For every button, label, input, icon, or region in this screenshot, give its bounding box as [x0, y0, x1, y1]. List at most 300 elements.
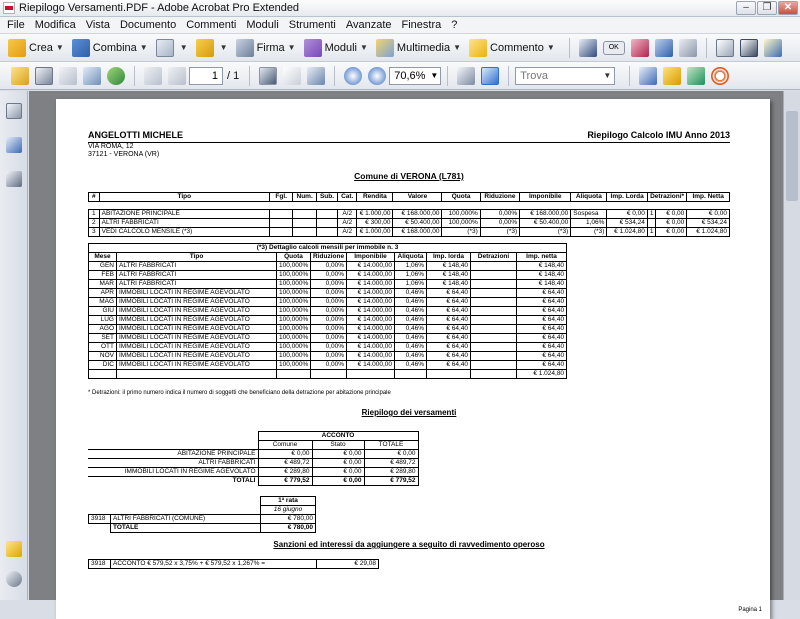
table-cell: € 64,40: [427, 316, 471, 325]
header-cell: Detrazioni*: [647, 193, 686, 202]
commento-button[interactable]: Commento ▼: [469, 39, 555, 57]
bookmarks-icon[interactable]: [6, 137, 22, 153]
table-cell: NOV: [89, 352, 117, 361]
table-cell: ALTRI FABBRICATI: [117, 271, 277, 280]
form-field-icon[interactable]: [740, 39, 758, 57]
table-cell: IMMOBILI LOCATI IN REGIME AGEVOLATO: [117, 289, 277, 298]
table-cell: € 14.000,00: [347, 334, 395, 343]
chevron-down-icon: ▼: [603, 70, 612, 80]
table-cell: € 14.000,00: [347, 298, 395, 307]
table-cell: IMMOBILI LOCATI IN REGIME AGEVOLATO: [117, 361, 277, 370]
minimize-button[interactable]: –: [736, 1, 756, 15]
acconto-title-row: [88, 432, 418, 441]
table-cell: € 1.000,00: [357, 210, 393, 219]
table-cell: 100,000%: [277, 361, 311, 370]
table-cell: APR: [89, 289, 117, 298]
table-cell: [316, 228, 337, 237]
table-cell: MAG: [89, 298, 117, 307]
pen-icon: [236, 39, 254, 57]
header-cell: Aliquota: [571, 193, 607, 202]
print-icon[interactable]: [35, 67, 53, 85]
acconto-cell: € 0,00: [312, 459, 364, 468]
sanzioni-table: [88, 559, 379, 569]
analyze-icon[interactable]: [639, 67, 657, 85]
menu-avanzate[interactable]: Avanzate: [345, 19, 392, 31]
table-cell: [293, 228, 316, 237]
table-cell: [270, 219, 293, 228]
table-cell: 100,000%: [277, 271, 311, 280]
table-cell: € 1.024,80: [687, 228, 730, 237]
table-row: [89, 219, 730, 228]
table-cell: € 64,40: [517, 307, 567, 316]
table-cell: € 64,40: [517, 343, 567, 352]
table-cell: OTT: [89, 343, 117, 352]
table-cell: € 64,40: [517, 361, 567, 370]
table-cell: € 50.400,00: [520, 219, 571, 228]
page-count: / 1: [227, 69, 240, 82]
table-cell: € 148,40: [517, 262, 567, 271]
table-cell: IMMOBILI LOCATI IN REGIME AGEVOLATO: [117, 316, 277, 325]
table-cell: 0,00%: [480, 210, 519, 219]
table-row: [89, 361, 567, 370]
table-cell: 1,06%: [571, 219, 607, 228]
lock-icon: [196, 39, 214, 57]
header-cell: Tipo: [117, 253, 277, 262]
menu-commenti[interactable]: Commenti: [186, 19, 237, 31]
multimedia-button[interactable]: Multimedia ▼: [376, 39, 461, 57]
col-totale: TOTALE: [364, 441, 418, 450]
save-icon[interactable]: [59, 67, 77, 85]
table-cell: € 0,00: [607, 210, 647, 219]
header-cell: Imponibile: [347, 253, 395, 262]
acconto-cell: IMMOBILI LOCATI IN REGIME AGEVOLATO: [88, 468, 258, 477]
table-cell: IMMOBILI LOCATI IN REGIME AGEVOLATO: [117, 352, 277, 361]
sanzioni-heading: Sanzioni ed interessi da aggiungere a seguito di ravvedimento operoso: [273, 540, 545, 549]
combina-button[interactable]: Combina ▼: [72, 39, 148, 57]
table-row: [89, 352, 567, 361]
crosshair-icon[interactable]: [711, 67, 729, 85]
window-title: Riepilogo Versamenti.PDF - Adobe Acrobat Pro Extended: [19, 2, 300, 14]
header-cell: Detrazioni: [471, 253, 517, 262]
chevron-down-icon: ▼: [179, 43, 188, 52]
zoom-in-icon[interactable]: [368, 67, 386, 85]
header-cell: Imponibile: [520, 193, 571, 202]
fit-page-icon[interactable]: [481, 67, 499, 85]
table-cell: [316, 219, 337, 228]
table-cell: 0,00%: [311, 325, 347, 334]
table-cell: IMMOBILI LOCATI IN REGIME AGEVOLATO: [117, 298, 277, 307]
table-cell: IMMOBILI LOCATI IN REGIME AGEVOLATO: [117, 334, 277, 343]
table-cell: € 168.000,00: [393, 228, 442, 237]
address-line-2: 37121 - VERONA (VR): [88, 151, 160, 158]
acconto-cell: € 289,80: [364, 468, 418, 477]
table-cell: [471, 298, 517, 307]
acconto-total-row: TOTALI € 779,52 € 0,00 € 779,52: [88, 477, 418, 486]
comment-icon: [469, 39, 487, 57]
secure-button[interactable]: [196, 39, 228, 57]
table-cell: € 168.000,00: [393, 210, 442, 219]
table-cell: € 148,40: [427, 271, 471, 280]
toolbar-separator: [249, 66, 250, 86]
sanzioni-row: 3918 ACCONTO € 579,52 x 3,75% + € 579,52 x 1,267% = € 29,08: [89, 560, 379, 569]
table-cell: [471, 271, 517, 280]
header-cell: Valore: [393, 193, 442, 202]
table-cell: € 168.000,00: [520, 210, 571, 219]
table-row: [89, 298, 567, 307]
text-select-icon[interactable]: [259, 67, 277, 85]
table-row: [89, 307, 567, 316]
table-cell: [647, 219, 656, 228]
scrollbar-thumb[interactable]: [786, 111, 798, 201]
collaborate-icon[interactable]: [107, 67, 125, 85]
share-icon: [156, 39, 174, 57]
table-cell: 1: [647, 228, 656, 237]
page-thumbnails-icon[interactable]: [6, 103, 22, 119]
table-cell: 0,00%: [311, 262, 347, 271]
table-cell: 0,00%: [311, 280, 347, 289]
pdf-page: [56, 99, 770, 619]
title-bar: [0, 0, 800, 17]
table-cell: ABITAZIONE PRINCIPALE: [99, 210, 269, 219]
table-cell: 0,46%: [395, 289, 427, 298]
table-cell: € 14.000,00: [347, 262, 395, 271]
zoom-out-icon[interactable]: [344, 67, 362, 85]
page-number-input[interactable]: [189, 67, 223, 85]
header-cell: Riduzione: [311, 253, 347, 262]
table-cell: € 14.000,00: [347, 289, 395, 298]
ruler-icon[interactable]: [663, 67, 681, 85]
table-cell: ALTRI FABBRICATI: [117, 262, 277, 271]
table-cell: € 64,40: [427, 307, 471, 316]
share-button[interactable]: [156, 39, 188, 57]
table-cell: € 148,40: [427, 280, 471, 289]
edit-form-icon[interactable]: [764, 39, 782, 57]
table-cell: 100,000%: [277, 289, 311, 298]
table-cell: 100,000%: [277, 334, 311, 343]
address-line-1: VIA ROMA, 12: [88, 143, 134, 150]
chevron-down-icon: ▼: [219, 43, 228, 52]
table-cell: IMMOBILI LOCATI IN REGIME AGEVOLATO: [117, 307, 277, 316]
table-cell: 0,00%: [311, 352, 347, 361]
table-cell: 0,46%: [395, 316, 427, 325]
table-cell: ALTRI FABBRICATI: [117, 280, 277, 289]
page-content: [88, 130, 730, 569]
table-cell: 0,00%: [311, 316, 347, 325]
table-cell: 100,000%: [277, 280, 311, 289]
acconto-cell: € 0,00: [258, 450, 312, 459]
restore-button[interactable]: ❐: [757, 1, 777, 15]
moduli-button[interactable]: Moduli ▼: [304, 39, 368, 57]
table-cell: [293, 219, 316, 228]
table-cell: 100,000%: [277, 352, 311, 361]
table-cell: (*3): [480, 228, 519, 237]
table-cell: 2: [89, 219, 100, 228]
header-cell: #: [89, 193, 100, 202]
table-cell: [316, 210, 337, 219]
table-cell: 1,06%: [395, 280, 427, 289]
chevron-down-icon: ▼: [546, 43, 555, 52]
table-cell: € 64,40: [427, 352, 471, 361]
table-cell: 1,06%: [395, 262, 427, 271]
forms-icon: [304, 39, 322, 57]
table-cell: 100,000%: [277, 343, 311, 352]
header-cell: Fgl.: [270, 193, 293, 202]
text-field-icon[interactable]: [716, 39, 734, 57]
prev-page-icon[interactable]: [144, 67, 162, 85]
table-cell: € 14.000,00: [347, 352, 395, 361]
menu-bar: [0, 17, 800, 34]
table-cell: [471, 352, 517, 361]
table-cell: [471, 343, 517, 352]
acconto-row: [88, 459, 418, 468]
chevron-down-icon: ▼: [453, 43, 462, 52]
table-cell: € 1.000,00: [357, 228, 393, 237]
table-cell: € 0,00: [656, 219, 687, 228]
table-cell: € 64,40: [517, 334, 567, 343]
table-cell: GEN: [89, 262, 117, 271]
header-cell: Imp. netta: [517, 253, 567, 262]
acconto-header-row: [88, 441, 418, 450]
table-cell: [270, 228, 293, 237]
table-cell: € 148,40: [517, 280, 567, 289]
acconto-title: ACCONTO: [258, 432, 418, 441]
table-cell: € 64,40: [427, 334, 471, 343]
acconto-cell: € 0,00: [364, 450, 418, 459]
table-cell: 0,00%: [311, 334, 347, 343]
monthly-detail-header: [89, 253, 567, 262]
table-cell: 0,46%: [395, 334, 427, 343]
comune-heading: Comune di VERONA (L781): [354, 171, 464, 181]
table-cell: € 64,40: [427, 298, 471, 307]
properties-table-header: [89, 193, 730, 202]
table-cell: € 148,40: [427, 262, 471, 271]
table-cell: VEDI CALCOLO MENSILE (*3): [99, 228, 269, 237]
tasks-toolbar: [0, 34, 800, 62]
rata-total-row: TOTALE € 780,00: [89, 524, 316, 533]
table-cell: 0,00%: [311, 343, 347, 352]
chevron-down-icon: ▼: [287, 43, 296, 52]
table-cell: € 14.000,00: [347, 316, 395, 325]
table-cell: GIU: [89, 307, 117, 316]
col-comune: Comune: [258, 441, 312, 450]
rata-date: 16 giugno: [261, 506, 316, 515]
close-button[interactable]: ✕: [778, 1, 798, 15]
table-cell: € 14.000,00: [347, 325, 395, 334]
monthly-detail-table: [88, 243, 567, 379]
table-cell: € 1.024,80: [607, 228, 647, 237]
table-row: [89, 334, 567, 343]
monthly-total: € 1.024,80: [517, 370, 567, 379]
table-cell: € 14.000,00: [347, 271, 395, 280]
menu-documento[interactable]: Documento: [119, 19, 177, 31]
acconto-cell: € 289,80: [258, 468, 312, 477]
rata-row: 3918 ALTRI FABBRICATI (COMUNE) € 780,00: [89, 515, 316, 524]
toolbar-separator: [629, 66, 630, 86]
header-cell: Riduzione: [480, 193, 519, 202]
chevron-down-icon: ▼: [139, 43, 148, 52]
table-cell: 100,000%: [277, 316, 311, 325]
toolbar-separator: [508, 66, 509, 86]
taxpayer-name: ANGELOTTI MICHELE: [88, 130, 183, 140]
toolbar-separator: [447, 66, 448, 86]
search-input[interactable]: Trova ▼: [515, 67, 615, 85]
chevron-down-icon: ▼: [55, 43, 64, 52]
acconto-cell: € 489,72: [258, 459, 312, 468]
table-cell: 0,46%: [395, 307, 427, 316]
menu-file[interactable]: File: [7, 19, 25, 31]
navigation-panel: [0, 91, 28, 600]
table-cell: 100,000%: [442, 210, 480, 219]
menu-finestra[interactable]: Finestra: [401, 19, 442, 31]
table-cell: € 300,00: [357, 219, 393, 228]
vertical-scrollbar[interactable]: [783, 91, 800, 600]
header-cell: Cat.: [338, 193, 357, 202]
table-cell: 0,00%: [480, 219, 519, 228]
table-row: [89, 316, 567, 325]
header-cell: Aliquota: [395, 253, 427, 262]
signatures-icon[interactable]: [6, 171, 22, 187]
monthly-detail-title-row: [89, 244, 567, 253]
attachments-icon[interactable]: [6, 571, 22, 587]
table-cell: [471, 316, 517, 325]
header-cell: Imp. Netta: [687, 193, 730, 202]
table-cell: MAR: [89, 280, 117, 289]
table-cell: 0,46%: [395, 325, 427, 334]
table-cell: € 534,24: [687, 219, 730, 228]
acconto-cell: € 0,00: [312, 468, 364, 477]
table-cell: 1: [89, 210, 100, 219]
header-cell: Imp. lorda: [427, 253, 471, 262]
table-cell: 0,46%: [395, 352, 427, 361]
table-row: [89, 289, 567, 298]
header-cell: Rendita: [357, 193, 393, 202]
table-row: [89, 262, 567, 271]
table-cell: € 64,40: [517, 325, 567, 334]
table-cell: € 64,40: [517, 352, 567, 361]
table-cell: A/2: [338, 210, 357, 219]
table-cell: 100,000%: [277, 307, 311, 316]
table-cell: [471, 262, 517, 271]
menu-strumenti[interactable]: Strumenti: [288, 19, 336, 31]
table-cell: 1,06%: [395, 271, 427, 280]
table-cell: € 14.000,00: [347, 280, 395, 289]
table-row: [89, 280, 567, 289]
document-header: [88, 130, 730, 140]
email-icon[interactable]: [83, 67, 101, 85]
menu-vista[interactable]: Vista: [85, 19, 110, 31]
open-folder-icon[interactable]: [11, 67, 29, 85]
acconto-row: [88, 468, 418, 477]
crop-icon[interactable]: [655, 39, 673, 57]
document-viewer[interactable]: [29, 91, 800, 613]
scroll-mode-icon[interactable]: [457, 67, 475, 85]
chevron-down-icon: ▼: [430, 70, 439, 80]
table-cell: IMMOBILI LOCATI IN REGIME AGEVOLATO: [117, 325, 277, 334]
table-cell: A/2: [338, 219, 357, 228]
menu-help[interactable]: ?: [451, 19, 458, 31]
page-number-label: Pagina 1: [738, 607, 762, 613]
crea-button[interactable]: Crea ▼: [8, 39, 64, 57]
table-cell: 0,00%: [311, 361, 347, 370]
table-cell: (*3): [571, 228, 607, 237]
table-cell: 0,00%: [311, 271, 347, 280]
table-cell: 100,000%: [277, 325, 311, 334]
ok-button[interactable]: OK: [603, 41, 625, 55]
table-cell: LUG: [89, 316, 117, 325]
u-shape-icon[interactable]: [631, 39, 649, 57]
rata-table: [88, 496, 316, 533]
hand-tool-icon[interactable]: [283, 67, 301, 85]
table-cell: DIC: [89, 361, 117, 370]
header-cell: Sub.: [316, 193, 337, 202]
blank-row: [89, 202, 730, 210]
toolbar-separator: [569, 38, 570, 58]
document-title: Riepilogo Calcolo IMU Anno 2013: [587, 130, 730, 140]
toolbar-separator: [334, 66, 335, 86]
acconto-cell: ABITAZIONE PRINCIPALE: [88, 450, 258, 459]
table-cell: A/2: [338, 228, 357, 237]
table-cell: [471, 307, 517, 316]
acconto-cell: € 489,72: [364, 459, 418, 468]
table-cell: 1: [647, 210, 656, 219]
acconto-cell: ALTRI FABBRICATI: [88, 459, 258, 468]
menu-moduli[interactable]: Moduli: [246, 19, 279, 31]
select-arrow-icon[interactable]: [579, 39, 597, 57]
table-cell: € 64,40: [427, 325, 471, 334]
table-cell: € 14.000,00: [347, 307, 395, 316]
marquee-zoom-icon[interactable]: [307, 67, 325, 85]
table-cell: € 64,40: [517, 298, 567, 307]
monthly-detail-title: (*3) Dettaglio calcoli mensili per immobile n. 3: [89, 244, 567, 253]
combine-icon: [72, 39, 90, 57]
table-cell: 0,46%: [395, 343, 427, 352]
table-cell: 100,000%: [442, 219, 480, 228]
table-cell: € 14.000,00: [347, 361, 395, 370]
table-cell: € 64,40: [517, 289, 567, 298]
header-cell: Num.: [293, 193, 316, 202]
table-row: [89, 271, 567, 280]
properties-table: [88, 192, 730, 237]
table-row: [89, 325, 567, 334]
table-cell: € 14.000,00: [347, 343, 395, 352]
next-page-icon[interactable]: [168, 67, 186, 85]
table-cell: 0,00%: [311, 298, 347, 307]
comments-panel-icon[interactable]: [6, 541, 22, 557]
table-cell: 100,000%: [277, 298, 311, 307]
acconto-row: [88, 450, 418, 459]
acconto-table: [88, 431, 419, 486]
table-cell: € 50.400,00: [393, 219, 442, 228]
object-inspector-icon[interactable]: [687, 67, 705, 85]
header-cell: Mese: [89, 253, 117, 262]
paperclip-icon[interactable]: [679, 39, 697, 57]
table-cell: € 64,40: [427, 289, 471, 298]
multimedia-icon: [376, 39, 394, 57]
menu-modifica[interactable]: Modifica: [34, 19, 76, 31]
table-cell: [471, 361, 517, 370]
table-cell: 100,000%: [277, 262, 311, 271]
firma-button[interactable]: Firma ▼: [236, 39, 296, 57]
toolbar-separator: [134, 66, 135, 86]
table-cell: IMMOBILI LOCATI IN REGIME AGEVOLATO: [117, 343, 277, 352]
table-cell: [471, 325, 517, 334]
table-cell: SET: [89, 334, 117, 343]
versamenti-heading: Riepilogo dei versamenti: [361, 408, 457, 417]
chevron-down-icon: ▼: [360, 43, 368, 52]
toolbar-separator: [706, 38, 707, 58]
header-cell: Tipo: [99, 193, 269, 202]
zoom-select[interactable]: 70,6% ▼: [389, 67, 441, 85]
